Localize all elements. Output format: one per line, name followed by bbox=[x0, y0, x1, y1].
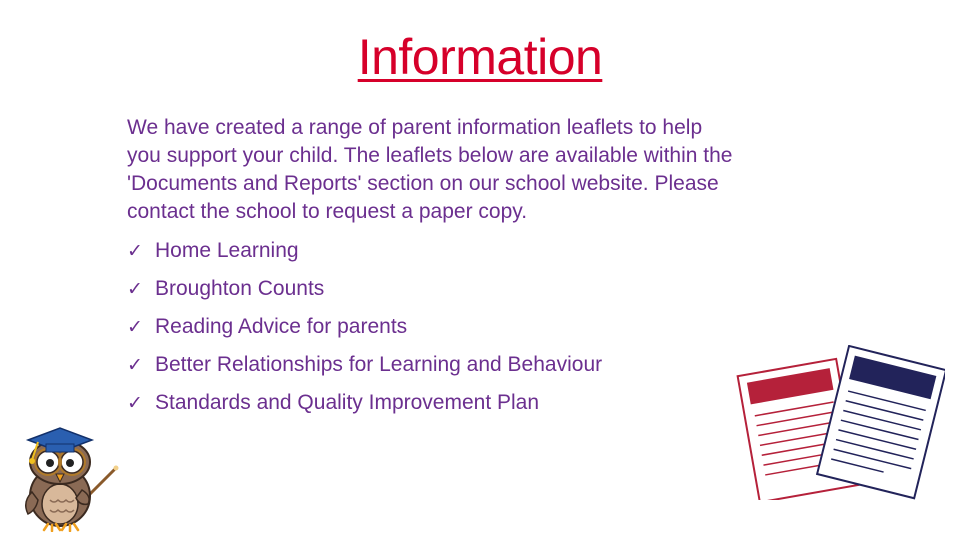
leaflet-list bbox=[127, 232, 602, 422]
intro-paragraph: We have created a range of parent information leaflets to help you support your child. The leaflets below are available within the 'Documents and Reports' section on our school website. Please contact the school to request a paper copy. bbox=[127, 116, 733, 223]
list-item bbox=[127, 232, 602, 270]
list-item bbox=[127, 270, 602, 308]
leaflet-label: Standards and Quality Improvement Plan bbox=[155, 391, 540, 414]
page-title: Information bbox=[357, 29, 603, 85]
checkmark-icon: ✓ bbox=[127, 278, 143, 300]
leaflet-label: Better Relationships for Learning and Behaviour bbox=[155, 353, 603, 376]
list-item bbox=[127, 308, 602, 346]
leaflet-label: Broughton Counts bbox=[155, 277, 325, 300]
list-item bbox=[127, 384, 602, 422]
documents-icon bbox=[735, 345, 945, 500]
leaflet-label: Home Learning bbox=[155, 239, 299, 262]
checkmark-icon: ✓ bbox=[127, 240, 143, 262]
checkmark-icon: ✓ bbox=[127, 316, 143, 338]
owl-teacher-icon bbox=[8, 420, 123, 532]
checkmark-icon: ✓ bbox=[127, 354, 143, 376]
checkmark-icon: ✓ bbox=[127, 392, 143, 414]
leaflet-label: Reading Advice for parents bbox=[155, 315, 408, 338]
list-item bbox=[127, 346, 602, 384]
